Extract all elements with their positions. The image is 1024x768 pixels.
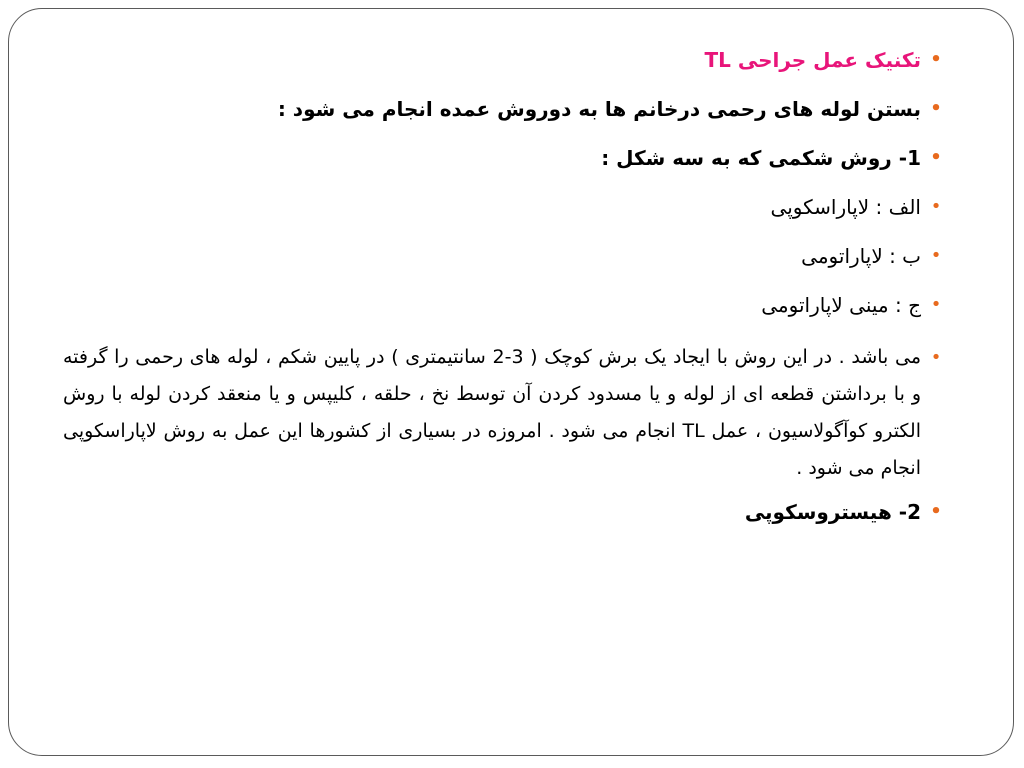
bullet-icon: •	[930, 294, 942, 315]
slide-title-text: تکنیک عمل جراحی TL	[704, 48, 921, 72]
bullet-icon: •	[930, 98, 942, 119]
slide-title	[63, 45, 943, 75]
list-item-mini-laparotomy	[63, 290, 943, 320]
bullet-icon: •	[930, 196, 942, 217]
list-item-laparoscopy	[63, 192, 943, 222]
bullet-icon: •	[930, 347, 942, 368]
list-item-text: می باشد . در این روش با ایجاد یک برش کوچک ( 3-2 سانتیمتری ) در پایین شکم ، لوله های رحمی را گرفته و با برداشتن قطعه ای از لوله و یا مسدود کردن آن توسط نخ ، حلقه ، کلیپس و یا منعقد کردن لوله با روش الکترو کوآگولاسیون ، عمل TL انجام می شود . امروزه در بسیاری از کشورها این عمل به روش لاپاراسکوپی انجام می شود .	[63, 346, 922, 479]
list-item-text: ج : مینی لاپاراتومی	[761, 293, 921, 317]
list-item-text: ب : لاپاراتومی	[801, 244, 921, 268]
list-item-text: 1- روش شکمی که به سه شکل :	[601, 146, 921, 170]
bullet-icon: •	[930, 147, 942, 168]
slide-frame	[8, 8, 1014, 756]
list-item-text: 2- هیستروسکوپی	[744, 500, 921, 524]
bullet-list	[63, 45, 943, 546]
bullet-icon: •	[930, 49, 942, 70]
bullet-icon: •	[930, 501, 942, 522]
list-item-laparotomy	[63, 241, 943, 271]
list-item-text: بستن لوله های رحمی درخانم ها به دوروش عمده انجام می شود :	[277, 97, 921, 121]
list-item-text: الف : لاپاراسکوپی	[770, 195, 921, 219]
list-item-method-2	[63, 497, 943, 527]
list-item-description	[63, 339, 943, 487]
bullet-icon: •	[930, 245, 942, 266]
list-item-intro	[63, 94, 943, 124]
list-item-method-1	[63, 143, 943, 173]
